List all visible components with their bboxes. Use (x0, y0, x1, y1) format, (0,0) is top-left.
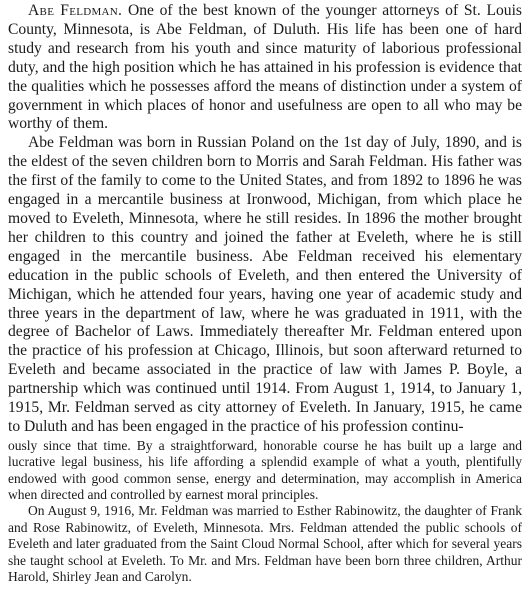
biography-paragraph-continued: ously since that time. By a straightforward, honorable course he has built up a large and lucrative legal business, his life affording a splendid example of what a youth, plentifully endowed with good common sense, energy and determination, may accomplish in America when directed and controlled by earnest moral principles. (8, 437, 522, 503)
subject-name: Abe Feldman. (28, 2, 123, 19)
biography-paragraph-family: On August 9, 1916, Mr. Feldman was married to Esther Rabinowitz, the daughter of Frank and Rose Rabinowitz, of Eveleth, Minnesota. Mrs. Feldman attended the public schools of Eveleth and later graduated from the Saint Cloud Normal School, after which for several years she taught school at Eveleth. To Mr. and Mrs. Feldman have been born three children, Arthur Harold, Shirley Jean and Carolyn. (8, 503, 522, 585)
biography-paragraph-early-life: Abe Feldman was born in Russian Poland on the 1st day of July, 1890, and is the eldest of the seven children born to Morris and Sarah Feldman. His father was the first of the family to come to the United States, and from 1892 to 1896 he was engaged in a mercantile business at Ironwood, Michigan, from which place he moved to Eveleth, Minnesota, where he still resides. In 1896 the mother brought her children to this country and joined the father at Eveleth, where he is still engaged in the mercantile business. Abe Feldman received his elementary education in the public schools of Eveleth, and then entered the University of Michigan, which he attended four years, having one year of academic study and three years in the department of law, where he was graduated in 1911, with the degree of Bachelor of Laws. Immediately thereafter Mr. Feldman entered upon the practice of his profession at Chicago, Illinois, but soon afterward returned to Eveleth and became associated in the practice of law with James P. Boyle, a partnership which was continued until 1914. From August 1, 1914, to January 1, 1915, Mr. Feldman served as city attorney of Eveleth. In January, 1915, he came to Duluth and has been engaged in the practice of his profession continu- (8, 134, 522, 435)
biography-page (8, 2, 522, 586)
intro-text: One of the best known of the younger attorneys of St. Louis County, Minnesota, is Abe Feldman, of Duluth. His life has been one of hard study and research from his youth and since maturity of laborious professional duty, and the high position which he has attained in his profession is evidence that the qualities which he possesses afford the means of distinction under a system of government in which places of honor and usefulness are open to all who may be worthy of them. (8, 2, 522, 133)
biography-paragraph-intro (8, 2, 522, 134)
